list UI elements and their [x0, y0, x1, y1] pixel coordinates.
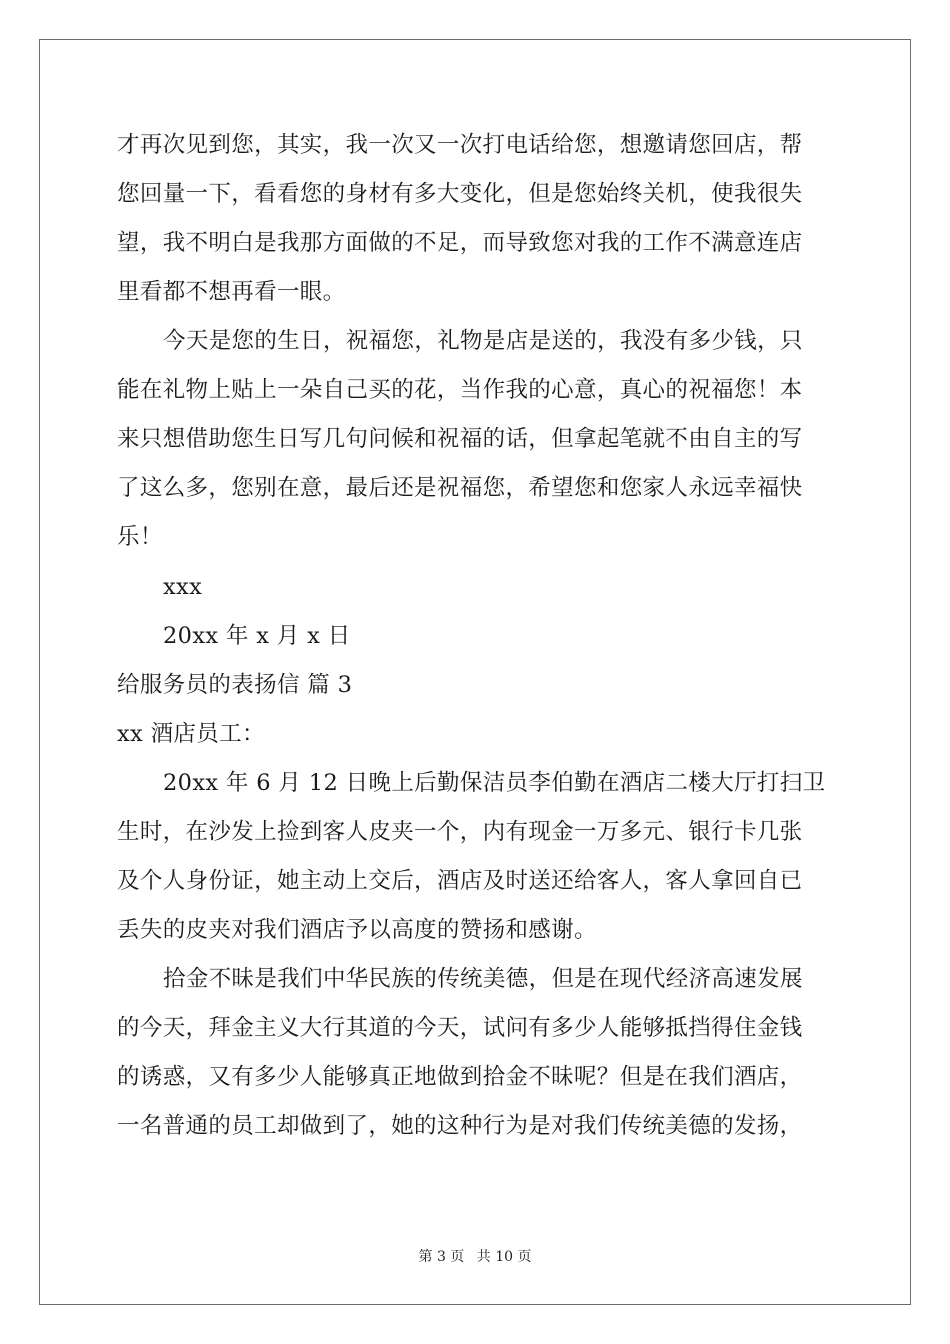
text-line: 的今天，拜金主义大行其道的今天，试问有多少人能够抵挡得住金钱 [117, 1015, 803, 1041]
text-line: 今天是您的生日，祝福您，礼物是店是送的，我没有多少钱，只 [163, 328, 803, 354]
text-line: 丢失的皮夹对我们酒店予以高度的赞扬和感谢。 [117, 917, 597, 943]
text-line: 的诱惑，又有多少人能够真正地做到拾金不昧呢？但是在我们酒店， [117, 1064, 803, 1090]
text-line: 生时，在沙发上捡到客人皮夹一个，内有现金一万多元、银行卡几张 [117, 819, 803, 845]
text-line: 来只想借助您生日写几句问候和祝福的话，但拿起笔就不由自主的写 [117, 426, 803, 452]
text-line: 才再次见到您，其实，我一次又一次打电话给您，想邀请您回店，帮 [117, 132, 803, 158]
text-line: 及个人身份证，她主动上交后，酒店及时送还给客人，客人拿回自已 [117, 868, 803, 894]
text-line: 里看都不想再看一眼。 [117, 279, 346, 305]
text-line: 望，我不明白是我那方面做的不足，而导致您对我的工作不满意连店 [117, 230, 803, 256]
text-line: 能在礼物上贴上一朵自己买的花，当作我的心意，真心的祝福您！本 [117, 377, 803, 403]
text-line: 拾金不昧是我们中华民族的传统美德，但是在现代经济高速发展 [163, 966, 803, 992]
text-line: 一名普通的员工却做到了，她的这种行为是对我们传统美德的发扬， [117, 1113, 803, 1139]
text-line: 20xx 年 6 月 12 日晚上后勤保洁员李伯勤在酒店二楼大厅打扫卫 [163, 770, 826, 796]
page-footer [0, 1246, 950, 1266]
signature-name: xxx [163, 574, 203, 600]
text-line: 您回量一下，看看您的身材有多大变化，但是您始终关机，使我很失 [117, 181, 803, 207]
signature-date: 20xx 年 x 月 x 日 [163, 623, 351, 649]
page-total: 共 10 页 [476, 1249, 532, 1265]
section-heading: 给服务员的表扬信 篇 3 [117, 672, 353, 698]
text-line: 了这么多，您别在意，最后还是祝福您，希望您和您家人永远幸福快 [117, 475, 803, 501]
page-number: 第 3 页 [418, 1249, 465, 1265]
salutation: xx 酒店员工： [117, 721, 265, 747]
text-line: 乐！ [117, 524, 163, 550]
